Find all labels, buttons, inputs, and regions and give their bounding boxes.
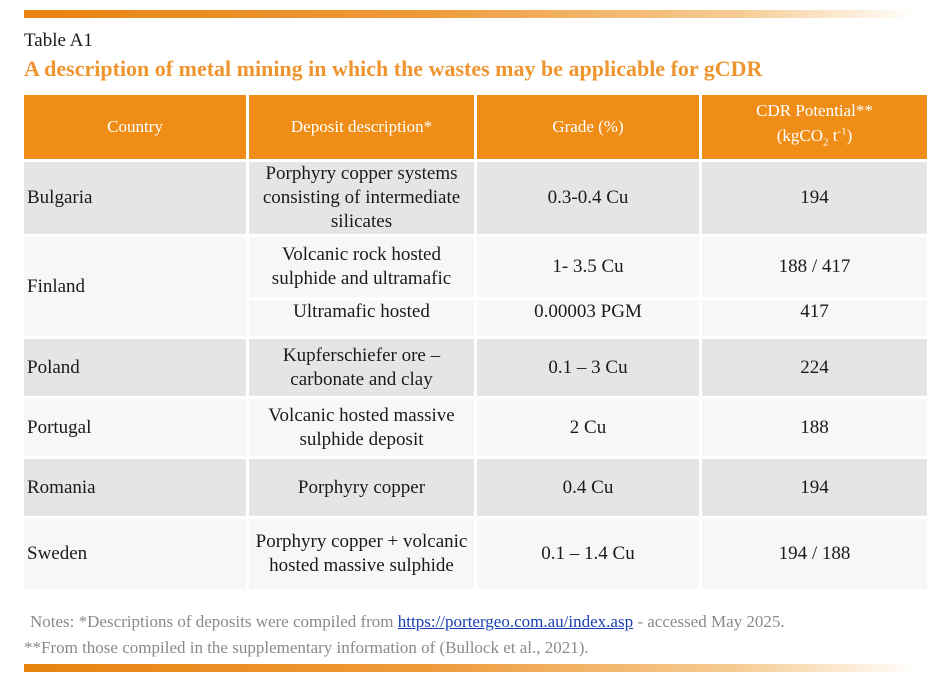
- header-cdr-unit: [776, 125, 853, 149]
- cdr-cell: 194: [702, 162, 927, 234]
- table-label: Table A1: [24, 30, 93, 51]
- grade-cell: 0.3-0.4 Cu: [477, 162, 699, 234]
- grade-cell: 1- 3.5 Cu: [477, 237, 699, 297]
- unit-close: ): [846, 126, 853, 146]
- grade-cell: 0.4 Cu: [477, 459, 699, 516]
- deposit-cell: Porphyry copper + volcanic hosted massive sulphide: [249, 519, 474, 589]
- country-cell: Poland: [24, 339, 246, 396]
- table-row-poland: [24, 339, 927, 396]
- unit-kgco: (kgCO: [776, 126, 823, 146]
- table-row-finland-1: [24, 237, 927, 297]
- table-row-portugal: [24, 399, 927, 456]
- grade-cell: 2 Cu: [477, 399, 699, 456]
- bottom-accent-rule: [24, 664, 918, 672]
- country-cell: Bulgaria: [24, 162, 246, 234]
- deposit-cell: Porphyry copper: [249, 459, 474, 516]
- table-row-bulgaria: [24, 162, 927, 234]
- cdr-cell: 188: [702, 399, 927, 456]
- cdr-cell: 194 / 188: [702, 519, 927, 589]
- unit-sub: 2: [822, 136, 829, 149]
- country-cell: Sweden: [24, 519, 246, 589]
- deposit-cell: Volcanic hosted massive sulphide deposit: [249, 399, 474, 456]
- header-cdr-potential: [702, 95, 927, 159]
- deposit-cell: Ultramafic hosted: [249, 300, 474, 336]
- grade-cell: 0.00003 PGM: [477, 300, 699, 336]
- cdr-cell: 417: [702, 300, 927, 336]
- country-cell: Romania: [24, 459, 246, 516]
- table-row-romania: [24, 459, 927, 516]
- top-accent-rule: [24, 10, 918, 18]
- deposit-cell: Kupferschiefer ore – carbonate and clay: [249, 339, 474, 396]
- note-1-suffix: - accessed May 2025.: [633, 612, 785, 631]
- portergeo-link[interactable]: https://portergeo.com.au/index.asp: [397, 612, 634, 631]
- mining-table: [21, 92, 930, 592]
- unit-t: t: [828, 126, 838, 146]
- cdr-cell: 188 / 417: [702, 237, 927, 297]
- cdr-cell: 224: [702, 339, 927, 396]
- cdr-cell: 194: [702, 459, 927, 516]
- unit-sup: -1: [837, 125, 847, 138]
- table-row-sweden: [24, 519, 927, 589]
- note-1-prefix: Notes: *Descriptions of deposits were compiled from: [30, 612, 398, 631]
- header-cdr-line1: CDR Potential**: [756, 101, 873, 121]
- grade-cell: 0.1 – 3 Cu: [477, 339, 699, 396]
- country-cell: Portugal: [24, 399, 246, 456]
- deposit-cell: Porphyry copper systems consisting of intermediate silicates: [249, 162, 474, 234]
- deposit-cell: Volcanic rock hosted sulphide and ultramafic: [249, 237, 474, 297]
- header-grade: Grade (%): [477, 95, 699, 159]
- table-note-2: **From those compiled in the supplementary information of (Bullock et al., 2021).: [24, 638, 589, 657]
- country-cell: Finland: [24, 237, 246, 336]
- grade-cell: 0.1 – 1.4 Cu: [477, 519, 699, 589]
- header-deposit-description: Deposit description*: [249, 95, 474, 159]
- table-caption: A description of metal mining in which the wastes may be applicable for gCDR: [24, 56, 763, 81]
- header-country: Country: [24, 95, 246, 159]
- header-row: [24, 95, 927, 159]
- table-note-1: [30, 612, 785, 632]
